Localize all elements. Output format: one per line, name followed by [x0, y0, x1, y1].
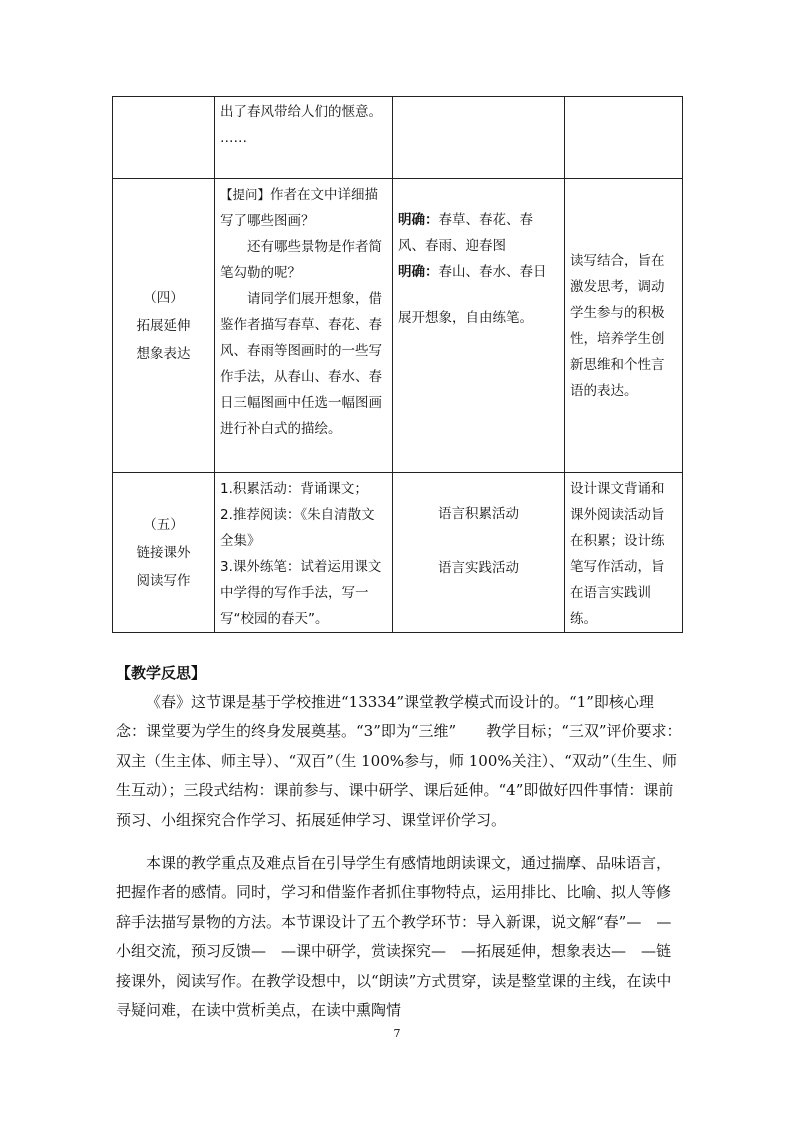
content-paragraph: 还有哪些景物是作者简笔勾勒的呢？	[220, 239, 382, 281]
content-paragraph: 请同学们展开想象，借鉴作者描写春草、春花、春风、春雨等图画时的一些写作手法，从春山、春水、春日三幅图画中任选一幅图画进行补白式的描绘。	[220, 291, 382, 437]
clarify-text: 春草、春花、春风、春雨、迎春图	[398, 212, 533, 254]
student-line	[398, 259, 559, 285]
content-line: 出了春风带给人们的惬意。	[220, 104, 382, 120]
activity-item: 3.课外练笔：试着运用课文中学得的写作手法，写一写“校园的春天”。	[220, 559, 382, 627]
activity-item: 1.积累活动：背诵课文；	[220, 481, 368, 497]
student-activity-cell	[393, 179, 565, 473]
student-line: 展开想象，自由练笔。	[398, 310, 533, 326]
stage-number: （五）	[143, 516, 184, 533]
page-number: 7	[393, 1027, 401, 1040]
reflection-paragraph: 本课的教学重点及难点旨在引导学生有感情地朗读课文，通过揣摩、品味语言，把握作者的感情。同时，学习和借鉴作者抓住事物特点，运用排比、比喻、拟人等修辞手法描写景物的方法。本节课设计了五个教学环节：导入新课，说文解“春”— —小组交流，预习反馈— —课中研学，赏读探究— —拓展延伸，想象表达— —链接课外，阅读写作。在教学设想中，以“朗读”方式贯穿，读是整堂课的主线，在读中寻疑问难，在读中赏析美点，在读中熏陶情	[116, 854, 672, 1020]
design-intent-cell: 读写结合，旨在激发思考，调动学生参与的积极性，培养学生创新思维和个性言语的表达。	[565, 179, 683, 473]
activity-item: 2.推荐阅读：《朱自清散文全集》	[220, 507, 375, 549]
content-ellipsis: ……	[220, 130, 247, 146]
stage-cell	[113, 473, 215, 633]
teacher-activity-cell	[215, 97, 393, 179]
clarify-text: 春山、春水、春日	[438, 264, 547, 280]
stage-title-line1: 链接课外	[136, 544, 191, 561]
clarify-label: 明确：	[398, 212, 439, 228]
student-activity-cell-empty	[393, 97, 565, 179]
table-row	[113, 97, 683, 179]
stage-cell-empty	[113, 97, 215, 179]
question-tag: 【提问】	[220, 187, 271, 202]
stage-title-line2: 阅读写作	[136, 572, 191, 589]
teacher-activity-cell	[215, 179, 393, 473]
stage-cell	[113, 179, 215, 473]
teacher-activity-cell	[215, 473, 393, 633]
student-activity-label: 语言积累活动	[438, 506, 519, 522]
student-activity-cell	[393, 473, 565, 633]
table-row	[113, 179, 683, 473]
clarify-label: 明确：	[398, 264, 439, 280]
student-line	[398, 207, 559, 259]
student-activity-label: 语言实践活动	[438, 560, 519, 576]
stage-number: （四）	[143, 289, 184, 306]
question-paragraph	[220, 182, 387, 234]
question-text: 作者在文中详细描写了哪些图画？	[220, 187, 379, 229]
lesson-plan-table	[112, 96, 683, 633]
design-intent-cell: 设计课文背诵和课外阅读活动旨在积累；设计练笔写作活动，旨在语言实践训练。	[565, 473, 683, 633]
stage-title-line1: 拓展延伸	[136, 317, 191, 334]
table-row	[113, 473, 683, 633]
stage-title-line2: 想象表达	[136, 345, 191, 362]
reflection-paragraph: 《春》这节课是基于学校推进“13334”课堂教学模式而设计的。“1”即核心理念：课堂要为学生的终身发展奠基。“3”即为“三维” 教学目标；“三双”评价要求：双主（生主体、师主导）、“双百”（生 100%参与，师 100%关注）、“双动”（生生、师生互动）；三段式结构：课前参与、课中研学、课后延伸。“4”即做好四件事情：课前预习、小组探究合作学习、拓展延伸学习、课堂评价学习。	[116, 693, 682, 829]
design-intent-cell-empty	[565, 97, 683, 179]
section-title: 【教学反思】	[116, 664, 207, 682]
